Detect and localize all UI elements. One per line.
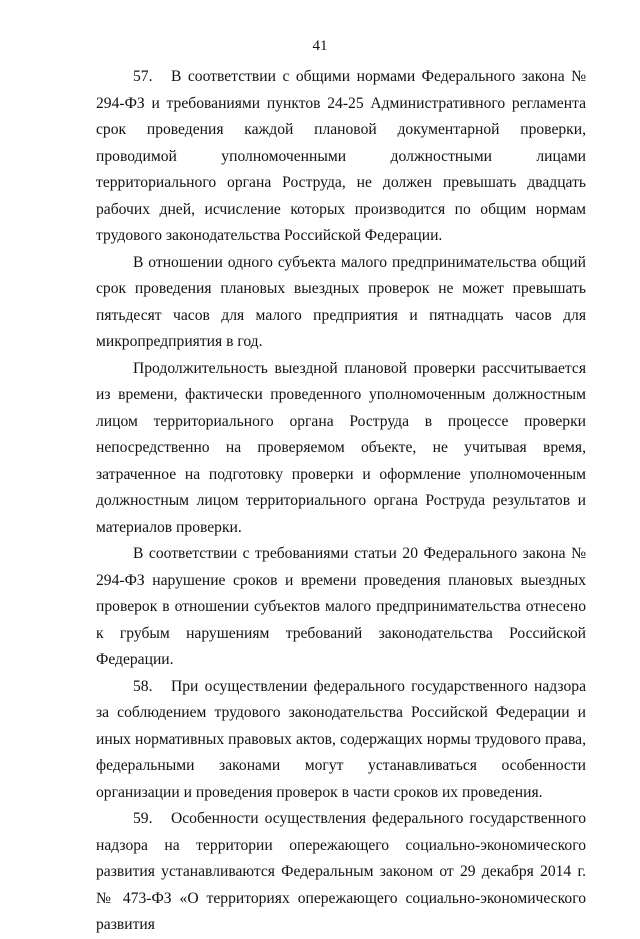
paragraph-number: 59. (133, 810, 153, 827)
paragraph-text: При осуществлении федерального государственного надзора за соблюдением трудового законодательства Российской Федерации и иных нормативных правовых актов, содержащих нормы трудового права, федеральными законами могут устанавливаться особенности организации и проведения проверок в части сроков их проведения. (96, 677, 586, 801)
paragraph-number: 57. (133, 68, 153, 85)
page-number: 41 (312, 38, 328, 54)
paragraph-text: В соответствии с требованиями статьи 20 Федерального закона № 294-ФЗ нарушение сроков и времени проведения плановых выездных проверок в отношении субъектов малого предпринимательства отнесено к грубым нарушениям требований законодательства Российской Федерации. (96, 545, 586, 668)
paragraph-planned-inspection-limit (96, 250, 586, 356)
paragraph-59 (96, 806, 586, 939)
paragraph-number: 58. (133, 677, 153, 695)
paragraph-text: В соответствии с общими нормами Федерального закона № 294-ФЗ и требованиями пунктов 24-25 Административного регламента срок проведения каждой плановой документарной проверки, проводимой уполномоченными должностными лицами территориального органа Роструда, не должен превышать двадцать рабочих дней, исчисление которых производится по общим нормам трудового законодательства Российской Федерации. (96, 68, 586, 244)
paragraph-text: Продолжительность выездной плановой проверки рассчитывается из времени, фактически проведенного уполномоченным должностным лицом территориального органа Роструда в процессе проверки непосредственно на проверяемом объекте, не учитывая время, затраченное на подготовку проверки и оформление уполномоченным должностным лицом территориального органа Роструда результатов и материалов проверки. (96, 359, 586, 536)
paragraph-58 (96, 674, 586, 807)
paragraph-text: В отношении одного субъекта малого предпринимательства общий срок проведения плановых выездных проверок не может превышать пятьдесят часов для малого предприятия и пятнадцать часов для микропредприятия в год. (96, 253, 586, 350)
paragraph-gross-violations (96, 541, 586, 674)
paragraph-57 (96, 64, 586, 250)
paragraph-inspection-duration (96, 356, 586, 542)
document-body (96, 64, 586, 939)
paragraph-text: Особенности осуществления федерального государственного надзора на территории опережающего социально-экономического развития устанавливаются Федеральным законом от 29 декабря 2014 г. № 473-ФЗ «О территориях опережающего социально-экономического развития (96, 810, 586, 933)
